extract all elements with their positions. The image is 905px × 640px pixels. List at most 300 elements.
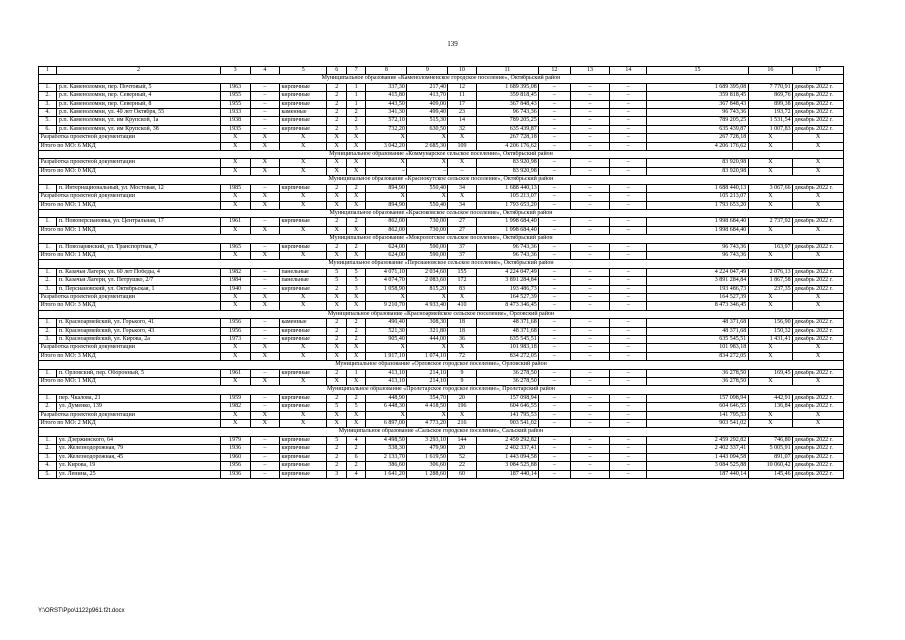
table-cell: 1 431,41 [748,336,792,344]
table-cell: – [250,109,279,117]
table-cell: X [220,142,250,150]
table-cell: – [610,319,647,327]
municipality-title: Муниципальное образование «Персиановское сельское поселение», Октябрьский район [39,260,844,268]
table-cell: 862,00 [366,226,407,234]
table-cell: п. Казачьи Лагери, ул. 60 лет Победы, 4 [57,268,220,276]
table-cell: 2 [327,453,346,461]
table-cell: X [220,167,250,175]
table-cell: 1982 [220,268,250,276]
table-cell: – [250,100,279,108]
table-cell: 635 545,51 [476,336,539,344]
table-cell: – [610,142,647,150]
table-cell: – [570,352,610,360]
table-cell: X [748,134,792,142]
table-cell: п. Интернациональный, ул. Мостовая, 12 [57,184,220,192]
building-row [39,184,844,192]
table-cell: 367 848,43 [647,100,749,108]
table-cell: – [250,436,279,444]
table-cell: 6 [346,453,365,461]
table-cell: – [539,462,570,470]
table-cell: 1. [39,369,57,377]
table-cell: 341,30 [366,109,407,117]
table-cell: – [610,92,647,100]
municipality-section-row [39,428,844,436]
building-row [39,453,844,461]
table-cell: 2 402 337,41 [647,445,749,453]
table-cell: X [748,302,792,310]
table-cell: X [220,344,250,352]
building-row [39,327,844,335]
table-cell: X [793,411,844,419]
table-cell: 894,90 [366,184,407,192]
table-cell: X [220,193,250,201]
summary-row [39,420,844,428]
table-cell: – [570,109,610,117]
table-cell: 4. [39,109,57,117]
table-cell: X [250,411,279,419]
municipality-title: Муниципальное образование «Мокрологское сельское поселение», Октябрьский район [39,235,844,243]
column-number-cell: 9 [407,67,448,75]
table-cell: 2 [327,285,346,293]
table-cell: – [539,369,570,377]
table-cell: 83 920,98 [647,159,749,167]
table-cell: X [327,352,346,360]
column-number-cell: 11 [476,67,539,75]
table-cell: X [448,193,476,201]
table-cell: 2 [346,394,365,402]
table-cell: 83 920,98 [476,159,539,167]
table-cell: 96 743,36 [647,109,749,117]
table-cell: 8 473 346,45 [647,302,749,310]
table-cell: X [327,344,346,352]
table-cell: п. Казачьи Лагери, ул. Петрушко, 2/7 [57,277,220,285]
table-cell: X [346,193,365,201]
table-cell: X [327,142,346,150]
table-cell: декабрь 2022 г. [793,268,844,276]
table-cell: 4. [39,462,57,470]
table-cell: 4 071,10 [366,268,407,276]
table-cell: 2 [346,243,365,251]
table-cell: – [539,285,570,293]
table-cell: – [570,394,610,402]
table-cell: кирпичные [279,470,327,478]
table-cell: X [327,167,346,175]
table-cell: – [539,420,570,428]
table-cell: X [250,201,279,209]
table-cell: 3. [39,285,57,293]
table-cell: X [327,226,346,234]
table-cell: 96 743,36 [647,243,749,251]
table-cell: 17 [448,100,476,108]
table-cell: 1973 [220,336,250,344]
table-cell: панельные [279,268,327,276]
summary-label: Разработка проектной документации [39,411,221,419]
table-cell: X [327,193,346,201]
table-cell: кирпичные [279,445,327,453]
table-cell: 2 [327,184,346,192]
table-cell: 164 527,39 [476,293,539,301]
table-cell: X [250,420,279,428]
table-cell: 2 [346,218,365,226]
table-cell: – [610,134,647,142]
table-cell: – [610,125,647,133]
table-cell: X [748,420,792,428]
table-cell: 2 [327,218,346,226]
table-cell: ул. Ленина, 25 [57,470,220,478]
table-cell: X [250,167,279,175]
table-cell: 4 206 176,62 [476,142,539,150]
table-cell: X [793,134,844,142]
table-cell: 1933 [220,109,250,117]
table-cell: 1. [39,394,57,402]
table-cell: X [250,134,279,142]
table-cell: декабрь 2022 г. [793,125,844,133]
table-cell: X [366,159,407,167]
table-cell: 624,00 [366,251,407,259]
table-cell: 22 [448,462,476,470]
table-cell: X [748,378,792,386]
table-cell: 2 [346,327,365,335]
column-number-cell: 15 [647,67,749,75]
column-number-cell: 5 [279,67,327,75]
table-cell: – [610,285,647,293]
column-number-cell: 8 [366,67,407,75]
building-row [39,470,844,478]
table-cell: – [610,453,647,461]
table-cell: 2. [39,92,57,100]
table-cell: X [346,142,365,150]
table-cell: X [250,352,279,360]
table-cell: 1961 [220,369,250,377]
table-cell: кирпичные [279,83,327,91]
municipality-section-row [39,260,844,268]
table-cell: – [610,184,647,192]
table-cell: 2 076,13 [748,268,792,276]
table-cell: – [570,411,610,419]
table-cell: 141 795,53 [476,411,539,419]
table-cell: 1. [39,243,57,251]
table-cell: – [610,403,647,411]
table-cell: 2. [39,403,57,411]
summary-row [39,201,844,209]
table-cell: 9 [448,378,476,386]
table-cell: 2 [327,462,346,470]
building-row [39,109,844,117]
building-row [39,125,844,133]
table-cell: X [279,420,327,428]
table-cell: 1965 [220,243,250,251]
table-cell: 20 [448,394,476,402]
summary-row [39,159,844,167]
table-cell: X [327,134,346,142]
table-cell: 1 793 653,20 [476,201,539,209]
table-cell: – [570,83,610,91]
table-cell: 5 [327,268,346,276]
table-cell: X [793,302,844,310]
table-cell: – [539,125,570,133]
table-cell: 83 [448,285,476,293]
table-cell: 572,10 [366,117,407,125]
table-cell: 1 619,50 [407,453,448,461]
table-cell: 169,45 [748,369,792,377]
table-cell: 1961 [220,218,250,226]
table-cell: – [570,226,610,234]
table-cell: 409,00 [407,100,448,108]
table-cell: – [570,277,610,285]
table-cell: – [610,369,647,377]
table-cell: X [327,420,346,428]
table-cell: кирпичные [279,327,327,335]
file-path-footer: Y:\ORST\Ppo\1122p961.f2t.docx [38,608,125,614]
table-cell: – [539,436,570,444]
table-cell: 214,10 [407,369,448,377]
table-cell: 1 917,10 [366,352,407,360]
summary-row [39,344,844,352]
table-cell: кирпичные [279,453,327,461]
table-cell: 1940 [220,285,250,293]
table-cell: – [539,92,570,100]
table-cell: X [220,134,250,142]
table-cell: 1. [39,436,57,444]
table-cell: 6 897,00 [366,420,407,428]
table-cell: 521,30 [366,327,407,335]
table-cell: X [220,420,250,428]
table-cell: 157 098,94 [476,394,539,402]
table-cell: – [610,117,647,125]
table-cell: – [570,268,610,276]
building-row [39,369,844,377]
table-cell: – [610,445,647,453]
table-cell: – [570,403,610,411]
table-cell: п. Красноармейский, ул. Горького, 43 [57,327,220,335]
building-row [39,403,844,411]
table-cell: X [279,344,327,352]
table-cell: ул. Железнодорожная, 79 [57,445,220,453]
table-cell: 2 133,70 [366,453,407,461]
table-cell: – [570,420,610,428]
table-cell: 2 [327,83,346,91]
table-cell: X [279,302,327,310]
table-cell: 4 418,50 [407,403,448,411]
summary-label: Разработка проектной документации [39,193,221,201]
table-cell: п. Персиановский, ул. Октябрьская, 1 [57,285,220,293]
table-cell: – [539,201,570,209]
table-cell: X [279,378,327,386]
table-cell: X [748,201,792,209]
table-cell: X [346,226,365,234]
table-cell: X [346,352,365,360]
table-cell: 2 [346,462,365,470]
column-number-cell: 2 [57,67,220,75]
table-cell: 164 527,39 [647,293,749,301]
table-cell: п. Новозарянский, ул. Транспортная, 7 [57,243,220,251]
table-cell: 550,40 [407,201,448,209]
table-cell: X [748,142,792,150]
table-cell: 308,30 [407,319,448,327]
table-cell: 1938 [220,117,250,125]
table-cell: X [279,251,327,259]
building-row [39,436,844,444]
table-cell: 105 213,07 [647,193,749,201]
table-cell: 101 983,18 [476,344,539,352]
table-cell: – [250,92,279,100]
table-cell: X [250,302,279,310]
table-cell: – [610,378,647,386]
table-cell: 2 [327,327,346,335]
table-cell: X [448,344,476,352]
table-cell: X [793,167,844,175]
table-cell: 5. [39,117,57,125]
table-cell: ул. Думенко, 139 [57,403,220,411]
table-cell: – [570,369,610,377]
table-cell: 869,76 [748,92,792,100]
summary-row [39,251,844,259]
table-cell: – [570,327,610,335]
municipality-section-row [39,176,844,184]
table-cell: 4 [346,470,365,478]
table-cell: X [748,352,792,360]
table-cell: 1979 [220,436,250,444]
table-cell: 10 060,42 [748,462,792,470]
table-cell: – [539,352,570,360]
table-cell: – [570,159,610,167]
column-number-cell: 16 [748,67,792,75]
table-cell: – [610,193,647,201]
table-cell: X [250,344,279,352]
building-row [39,336,844,344]
table-cell: 37 [448,243,476,251]
table-cell: кирпичные [279,336,327,344]
table-cell: 141 795,53 [647,411,749,419]
table-cell: – [570,100,610,108]
municipality-section-row [39,361,844,369]
municipality-section-row [39,151,844,159]
table-cell: 359 818,45 [476,92,539,100]
building-row [39,277,844,285]
table-cell: 2 083,60 [407,277,448,285]
municipality-title: Муниципальное образование «Краснокутское сельское поселение», Октябрьский район [39,176,844,184]
table-cell: 732,20 [366,125,407,133]
table-cell: X [448,159,476,167]
table-cell: X [748,167,792,175]
table-cell: 3 084 525,88 [647,462,749,470]
table-cell: ул. Железнодорожная, 45 [57,453,220,461]
summary-row [39,226,844,234]
table-cell: 9 [448,369,476,377]
table-cell: 2 [327,109,346,117]
table-cell: – [539,277,570,285]
table-cell: 96 743,36 [476,251,539,259]
table-cell: 337,30 [366,83,407,91]
table-cell: 145,46 [748,470,792,478]
table-cell: 789 205,25 [476,117,539,125]
table-cell: X [250,293,279,301]
table-cell: 590,00 [407,243,448,251]
table-cell: 1936 [220,470,250,478]
table-cell: 36 278,50 [476,378,539,386]
table-cell: – [539,411,570,419]
table-cell: – [610,100,647,108]
table-cell: 214,10 [407,378,448,386]
table-cell: 1 688 440,13 [647,184,749,192]
table-cell: декабрь 2022 г. [793,403,844,411]
table-cell: 3 [346,125,365,133]
table-cell: 2 459 292,82 [476,436,539,444]
table-cell: декабрь 2022 г. [793,453,844,461]
table-cell: – [539,226,570,234]
table-cell: 2 459 292,82 [647,436,749,444]
table-cell: 4 933,40 [407,302,448,310]
table-cell: 5 [327,403,346,411]
table-cell: X [748,411,792,419]
table-cell: 321,80 [407,327,448,335]
table-cell: X [250,159,279,167]
table-cell: кирпичные [279,394,327,402]
table-cell: 359 818,45 [647,92,749,100]
table-cell: – [610,277,647,285]
table-cell: X [327,293,346,301]
table-cell: 1 689 395,08 [476,83,539,91]
table-cell: 155 [448,268,476,276]
table-cell: 5 [346,277,365,285]
table-cell: X [346,302,365,310]
table-cell: X [346,293,365,301]
table-cell: – [610,394,647,402]
table-cell: – [570,251,610,259]
table-cell: – [250,83,279,91]
table-cell: – [570,293,610,301]
table-cell: – [570,125,610,133]
column-number-cell: 17 [793,67,844,75]
table-cell: 2. [39,277,57,285]
table-cell: – [570,167,610,175]
table-cell: 3 042,20 [366,142,407,150]
table-cell: декабрь 2022 г. [793,445,844,453]
table-cell: 2 [327,125,346,133]
table-cell: – [539,243,570,251]
table-cell: X [346,134,365,142]
table-cell: 2 737,92 [748,218,792,226]
column-number-cell: 14 [610,67,647,75]
table-cell: X [220,251,250,259]
municipality-section-row [39,235,844,243]
table-cell: 444,00 [407,336,448,344]
table-cell: – [250,277,279,285]
table-cell: X [793,142,844,150]
summary-label: Разработка проектной документации [39,344,221,352]
table-cell: X [220,352,250,360]
table-cell: X [279,226,327,234]
table-cell: 8 473 346,45 [476,302,539,310]
table-cell: – [250,336,279,344]
table-cell: X [346,411,365,419]
table-cell: – [539,319,570,327]
table-cell: кирпичные [279,117,327,125]
table-cell: – [610,411,647,419]
table-cell: 18 [448,319,476,327]
table-cell: X [220,378,250,386]
table-cell: 36 278,50 [476,369,539,377]
table-cell: 1 443 094,58 [647,453,749,461]
table-cell: – [610,436,647,444]
table-cell: – [610,352,647,360]
table-cell: 3 891 284,84 [476,277,539,285]
table-cell: 894,90 [366,201,407,209]
table-cell: 5 [327,436,346,444]
table-cell: 1 [346,92,365,100]
table-cell: п. Красноармейский, ул. Горького, 41 [57,319,220,327]
table-cell: 443,50 [366,100,407,108]
